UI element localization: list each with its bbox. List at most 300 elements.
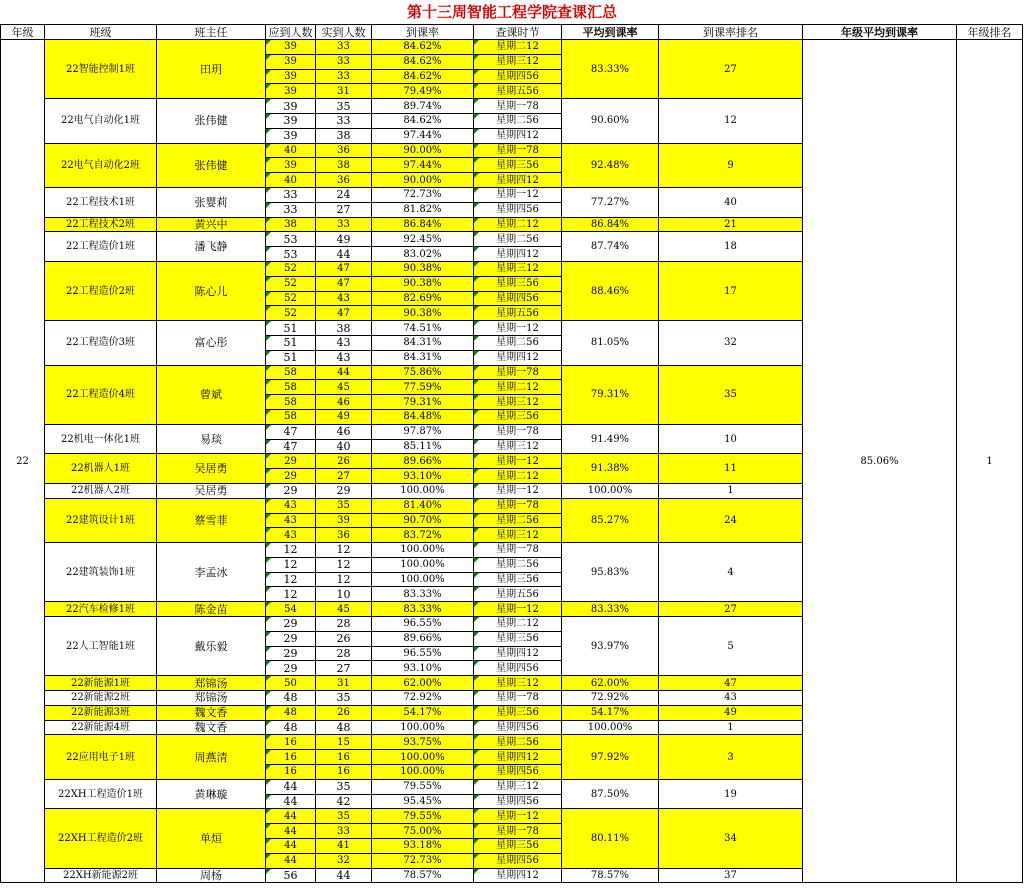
class-rank-cell: 11 (659, 454, 803, 484)
rate-cell: 97.44% (372, 128, 474, 143)
class-name-cell: 22工程技术2班 (45, 217, 157, 232)
time-cell: 星期一12 (474, 809, 562, 824)
class-avg-cell: 62.00% (562, 676, 659, 691)
class-name-cell: 22XH新能源2班 (45, 868, 157, 883)
class-rank-cell: 21 (659, 217, 803, 232)
class-rank-cell: 37 (659, 868, 803, 883)
header-time: 查课时节 (474, 25, 562, 40)
class-name-cell: 22汽车检修1班 (45, 602, 157, 617)
class-avg-cell: 90.60% (562, 99, 659, 143)
actual-cell: 12 (316, 557, 372, 572)
expected-cell: 47 (266, 439, 316, 454)
time-cell: 星期四12 (474, 868, 562, 883)
expected-cell: 39 (266, 54, 316, 69)
actual-cell: 35 (316, 779, 372, 794)
time-cell: 星期四56 (474, 853, 562, 868)
time-cell: 星期三12 (474, 395, 562, 410)
class-name-cell: 22工程造价3班 (45, 321, 157, 365)
time-cell: 星期三12 (474, 54, 562, 69)
rate-cell: 77.59% (372, 380, 474, 395)
expected-cell: 44 (266, 839, 316, 854)
class-avg-cell: 77.27% (562, 187, 659, 217)
time-cell: 星期二12 (474, 380, 562, 395)
teacher-cell: 陈金苗 (157, 602, 266, 617)
time-cell: 星期四56 (474, 720, 562, 735)
actual-cell: 44 (316, 365, 372, 380)
time-cell: 星期一12 (474, 187, 562, 202)
rate-cell: 100.00% (372, 765, 474, 780)
time-cell: 星期二56 (474, 557, 562, 572)
class-avg-cell: 92.48% (562, 143, 659, 187)
table-row (1, 40, 1023, 55)
expected-cell: 39 (266, 40, 316, 55)
rate-cell: 79.55% (372, 809, 474, 824)
rate-cell: 83.33% (372, 587, 474, 602)
table-body (1, 40, 1023, 883)
time-cell: 星期一78 (474, 99, 562, 114)
rate-cell: 100.00% (372, 557, 474, 572)
actual-cell: 43 (316, 335, 372, 350)
rate-cell: 90.38% (372, 261, 474, 276)
actual-cell: 38 (316, 128, 372, 143)
actual-cell: 46 (316, 395, 372, 410)
rate-cell: 96.55% (372, 646, 474, 661)
time-cell: 星期一78 (474, 543, 562, 558)
time-cell: 星期二12 (474, 469, 562, 484)
rate-cell: 54.17% (372, 705, 474, 720)
time-cell: 星期二56 (474, 232, 562, 247)
time-cell: 星期四12 (474, 247, 562, 262)
class-rank-cell: 34 (659, 809, 803, 868)
class-name-cell: 22应用电子1班 (45, 735, 157, 779)
actual-cell: 15 (316, 735, 372, 750)
class-name-cell: 22XH工程造价1班 (45, 779, 157, 809)
expected-cell: 16 (266, 750, 316, 765)
time-cell: 星期四12 (474, 646, 562, 661)
class-avg-cell: 86.84% (562, 217, 659, 232)
class-avg-cell: 93.97% (562, 617, 659, 676)
actual-cell: 44 (316, 247, 372, 262)
time-cell: 星期四56 (474, 765, 562, 780)
time-cell: 星期四56 (474, 202, 562, 217)
actual-cell: 40 (316, 439, 372, 454)
actual-cell: 41 (316, 839, 372, 854)
rate-cell: 100.00% (372, 720, 474, 735)
time-cell: 星期一78 (474, 498, 562, 513)
time-cell: 星期三56 (474, 705, 562, 720)
expected-cell: 53 (266, 247, 316, 262)
expected-cell: 51 (266, 335, 316, 350)
rate-cell: 89.66% (372, 631, 474, 646)
rate-cell: 84.48% (372, 409, 474, 424)
teacher-cell: 李孟冰 (157, 543, 266, 602)
class-name-cell: 22智能控制1班 (45, 40, 157, 99)
teacher-cell: 魏文香 (157, 720, 266, 735)
actual-cell: 45 (316, 602, 372, 617)
actual-cell: 43 (316, 291, 372, 306)
class-avg-cell: 91.38% (562, 454, 659, 484)
expected-cell: 29 (266, 631, 316, 646)
class-name-cell: 22新能源2班 (45, 691, 157, 706)
expected-cell: 58 (266, 395, 316, 410)
class-rank-cell: 47 (659, 676, 803, 691)
class-rank-cell: 9 (659, 143, 803, 187)
class-avg-cell: 100.00% (562, 483, 659, 498)
class-rank-cell: 19 (659, 779, 803, 809)
time-cell: 星期五56 (474, 587, 562, 602)
header-teacher: 班主任 (157, 25, 266, 40)
actual-cell: 27 (316, 202, 372, 217)
class-rank-cell: 12 (659, 99, 803, 143)
time-cell: 星期一12 (474, 321, 562, 336)
rate-cell: 90.38% (372, 306, 474, 321)
grade-cell: 22 (1, 40, 45, 883)
header-rate: 到课率 (372, 25, 474, 40)
header-grade-rank: 年级排名 (957, 25, 1023, 40)
time-cell: 星期一12 (474, 483, 562, 498)
rate-cell: 62.00% (372, 676, 474, 691)
rate-cell: 90.00% (372, 143, 474, 158)
actual-cell: 12 (316, 572, 372, 587)
class-rank-cell: 43 (659, 691, 803, 706)
expected-cell: 38 (266, 217, 316, 232)
expected-cell: 44 (266, 779, 316, 794)
expected-cell: 40 (266, 143, 316, 158)
actual-cell: 28 (316, 617, 372, 632)
expected-cell: 54 (266, 602, 316, 617)
teacher-cell: 吴居勇 (157, 454, 266, 484)
actual-cell: 43 (316, 350, 372, 365)
rate-cell: 83.72% (372, 528, 474, 543)
time-cell: 星期五56 (474, 84, 562, 99)
time-cell: 星期四12 (474, 128, 562, 143)
time-cell: 星期一78 (474, 691, 562, 706)
actual-cell: 33 (316, 824, 372, 839)
rate-cell: 84.62% (372, 54, 474, 69)
rate-cell: 93.10% (372, 469, 474, 484)
expected-cell: 43 (266, 498, 316, 513)
rate-cell: 96.55% (372, 617, 474, 632)
actual-cell: 10 (316, 587, 372, 602)
header-class: 班级 (45, 25, 157, 40)
teacher-cell: 郑锦汤 (157, 691, 266, 706)
actual-cell: 38 (316, 158, 372, 173)
expected-cell: 29 (266, 483, 316, 498)
rate-cell: 81.82% (372, 202, 474, 217)
rate-cell: 89.74% (372, 99, 474, 114)
header-rank: 到课率排名 (659, 25, 803, 40)
expected-cell: 58 (266, 365, 316, 380)
expected-cell: 43 (266, 513, 316, 528)
expected-cell: 52 (266, 306, 316, 321)
time-cell: 星期二12 (474, 617, 562, 632)
actual-cell: 27 (316, 661, 372, 676)
time-cell: 星期一78 (474, 824, 562, 839)
rate-cell: 100.00% (372, 750, 474, 765)
expected-cell: 58 (266, 380, 316, 395)
class-rank-cell: 18 (659, 232, 803, 262)
teacher-cell: 张伟健 (157, 143, 266, 187)
time-cell: 星期四12 (474, 173, 562, 188)
rate-cell: 93.75% (372, 735, 474, 750)
rate-cell: 83.33% (372, 602, 474, 617)
class-name-cell: 22新能源1班 (45, 676, 157, 691)
time-cell: 星期二12 (474, 40, 562, 55)
class-avg-cell: 88.46% (562, 261, 659, 320)
header-avg: 平均到课率 (562, 25, 659, 40)
class-rank-cell: 24 (659, 498, 803, 542)
rate-cell: 79.31% (372, 395, 474, 410)
teacher-cell: 吴居勇 (157, 483, 266, 498)
class-avg-cell: 83.33% (562, 602, 659, 617)
actual-cell: 49 (316, 409, 372, 424)
actual-cell: 26 (316, 454, 372, 469)
teacher-cell: 陈心儿 (157, 261, 266, 320)
rate-cell: 93.10% (372, 661, 474, 676)
actual-cell: 47 (316, 306, 372, 321)
teacher-cell: 黄琳璇 (157, 779, 266, 809)
actual-cell: 48 (316, 720, 372, 735)
time-cell: 星期四12 (474, 350, 562, 365)
class-name-cell: 22XH工程造价2班 (45, 809, 157, 868)
expected-cell: 39 (266, 84, 316, 99)
rate-cell: 95.45% (372, 794, 474, 809)
class-rank-cell: 1 (659, 720, 803, 735)
expected-cell: 51 (266, 350, 316, 365)
rate-cell: 78.57% (372, 868, 474, 883)
time-cell: 星期二12 (474, 217, 562, 232)
class-name-cell: 22机器人1班 (45, 454, 157, 484)
class-rank-cell: 17 (659, 261, 803, 320)
rate-cell: 90.70% (372, 513, 474, 528)
class-avg-cell: 87.50% (562, 779, 659, 809)
rate-cell: 72.73% (372, 853, 474, 868)
rate-cell: 100.00% (372, 483, 474, 498)
actual-cell: 35 (316, 498, 372, 513)
class-avg-cell: 78.57% (562, 868, 659, 883)
rate-cell: 100.00% (372, 572, 474, 587)
time-cell: 星期三56 (474, 409, 562, 424)
rate-cell: 83.02% (372, 247, 474, 262)
rate-cell: 86.84% (372, 217, 474, 232)
class-name-cell: 22建筑装饰1班 (45, 543, 157, 602)
time-cell: 星期三56 (474, 158, 562, 173)
time-cell: 星期三12 (474, 261, 562, 276)
expected-cell: 39 (266, 113, 316, 128)
class-rank-cell: 49 (659, 705, 803, 720)
actual-cell: 32 (316, 853, 372, 868)
class-rank-cell: 5 (659, 617, 803, 676)
class-rank-cell: 40 (659, 187, 803, 217)
expected-cell: 48 (266, 705, 316, 720)
expected-cell: 56 (266, 868, 316, 883)
actual-cell: 16 (316, 750, 372, 765)
expected-cell: 50 (266, 676, 316, 691)
expected-cell: 39 (266, 158, 316, 173)
rate-cell: 85.11% (372, 439, 474, 454)
actual-cell: 31 (316, 676, 372, 691)
teacher-cell: 戴乐毅 (157, 617, 266, 676)
actual-cell: 45 (316, 380, 372, 395)
class-name-cell: 22新能源3班 (45, 705, 157, 720)
rate-cell: 84.62% (372, 113, 474, 128)
time-cell: 星期三12 (474, 676, 562, 691)
rate-cell: 90.00% (372, 173, 474, 188)
rate-cell: 84.62% (372, 69, 474, 84)
class-avg-cell: 87.74% (562, 232, 659, 262)
actual-cell: 31 (316, 84, 372, 99)
class-rank-cell: 3 (659, 735, 803, 779)
expected-cell: 52 (266, 261, 316, 276)
class-avg-cell: 100.00% (562, 720, 659, 735)
actual-cell: 35 (316, 809, 372, 824)
actual-cell: 39 (316, 513, 372, 528)
expected-cell: 29 (266, 646, 316, 661)
time-cell: 星期五56 (474, 306, 562, 321)
expected-cell: 51 (266, 321, 316, 336)
teacher-cell: 易琰 (157, 424, 266, 454)
attendance-table (0, 24, 1023, 883)
class-name-cell: 22工程造价2班 (45, 261, 157, 320)
class-name-cell: 22电气自动化1班 (45, 99, 157, 143)
expected-cell: 48 (266, 691, 316, 706)
expected-cell: 44 (266, 824, 316, 839)
class-avg-cell: 85.27% (562, 498, 659, 542)
teacher-cell: 蔡雪菲 (157, 498, 266, 542)
expected-cell: 12 (266, 572, 316, 587)
actual-cell: 24 (316, 187, 372, 202)
class-avg-cell: 83.33% (562, 40, 659, 99)
rate-cell: 100.00% (372, 543, 474, 558)
actual-cell: 26 (316, 631, 372, 646)
class-rank-cell: 27 (659, 40, 803, 99)
time-cell: 星期三56 (474, 631, 562, 646)
rate-cell: 74.51% (372, 321, 474, 336)
actual-cell: 33 (316, 40, 372, 55)
actual-cell: 38 (316, 321, 372, 336)
class-avg-cell: 91.49% (562, 424, 659, 454)
actual-cell: 26 (316, 705, 372, 720)
class-avg-cell: 79.31% (562, 365, 659, 424)
rate-cell: 79.55% (372, 779, 474, 794)
actual-cell: 33 (316, 217, 372, 232)
header-expected: 应到人数 (266, 25, 316, 40)
actual-cell: 47 (316, 276, 372, 291)
rate-cell: 97.44% (372, 158, 474, 173)
class-rank-cell: 32 (659, 321, 803, 365)
rate-cell: 75.00% (372, 824, 474, 839)
grade-avg-cell: 85.06% (803, 40, 957, 883)
header-actual: 实到人数 (316, 25, 372, 40)
rate-cell: 72.92% (372, 691, 474, 706)
actual-cell: 46 (316, 424, 372, 439)
teacher-cell: 郑锦汤 (157, 676, 266, 691)
time-cell: 星期四12 (474, 750, 562, 765)
time-cell: 星期三56 (474, 276, 562, 291)
class-name-cell: 22机器人2班 (45, 483, 157, 498)
time-cell: 星期一12 (474, 602, 562, 617)
expected-cell: 39 (266, 69, 316, 84)
expected-cell: 39 (266, 128, 316, 143)
expected-cell: 39 (266, 99, 316, 114)
time-cell: 星期四56 (474, 661, 562, 676)
expected-cell: 53 (266, 232, 316, 247)
class-avg-cell: 80.11% (562, 809, 659, 868)
expected-cell: 12 (266, 543, 316, 558)
time-cell: 星期三12 (474, 439, 562, 454)
time-cell: 星期三56 (474, 572, 562, 587)
expected-cell: 44 (266, 853, 316, 868)
rate-cell: 84.31% (372, 350, 474, 365)
actual-cell: 44 (316, 868, 372, 883)
expected-cell: 52 (266, 291, 316, 306)
rate-cell: 97.87% (372, 424, 474, 439)
teacher-cell: 潘飞静 (157, 232, 266, 262)
teacher-cell: 富心彤 (157, 321, 266, 365)
expected-cell: 29 (266, 617, 316, 632)
actual-cell: 12 (316, 543, 372, 558)
expected-cell: 29 (266, 469, 316, 484)
class-name-cell: 22建筑设计1班 (45, 498, 157, 542)
time-cell: 星期三12 (474, 528, 562, 543)
expected-cell: 12 (266, 557, 316, 572)
teacher-cell: 曾斌 (157, 365, 266, 424)
rate-cell: 75.86% (372, 365, 474, 380)
teacher-cell: 黄兴中 (157, 217, 266, 232)
actual-cell: 33 (316, 69, 372, 84)
expected-cell: 44 (266, 794, 316, 809)
time-cell: 星期三12 (474, 779, 562, 794)
expected-cell: 12 (266, 587, 316, 602)
expected-cell: 29 (266, 661, 316, 676)
rate-cell: 92.45% (372, 232, 474, 247)
rate-cell: 84.31% (372, 335, 474, 350)
time-cell: 星期一12 (474, 454, 562, 469)
class-rank-cell: 4 (659, 543, 803, 602)
class-rank-cell: 35 (659, 365, 803, 424)
class-name-cell: 22新能源4班 (45, 720, 157, 735)
time-cell: 星期四56 (474, 291, 562, 306)
class-avg-cell: 95.83% (562, 543, 659, 602)
actual-cell: 36 (316, 528, 372, 543)
time-cell: 星期二56 (474, 513, 562, 528)
page-title: 第十三周智能工程学院查课汇总 (406, 3, 617, 21)
time-cell: 星期一78 (474, 365, 562, 380)
rate-cell: 84.62% (372, 40, 474, 55)
teacher-cell: 周杨 (157, 868, 266, 883)
time-cell: 星期四56 (474, 794, 562, 809)
teacher-cell: 张伟健 (157, 99, 266, 143)
expected-cell: 29 (266, 454, 316, 469)
class-rank-cell: 27 (659, 602, 803, 617)
class-avg-cell: 81.05% (562, 321, 659, 365)
rate-cell: 79.49% (372, 84, 474, 99)
class-name-cell: 22工程技术1班 (45, 187, 157, 217)
expected-cell: 44 (266, 809, 316, 824)
class-avg-cell: 54.17% (562, 705, 659, 720)
rate-cell: 82.69% (372, 291, 474, 306)
rate-cell: 89.66% (372, 454, 474, 469)
teacher-cell: 周燕清 (157, 735, 266, 779)
teacher-cell: 魏文香 (157, 705, 266, 720)
expected-cell: 58 (266, 409, 316, 424)
actual-cell: 35 (316, 691, 372, 706)
time-cell: 星期二56 (474, 113, 562, 128)
actual-cell: 42 (316, 794, 372, 809)
actual-cell: 36 (316, 143, 372, 158)
class-rank-cell: 10 (659, 424, 803, 454)
expected-cell: 47 (266, 424, 316, 439)
